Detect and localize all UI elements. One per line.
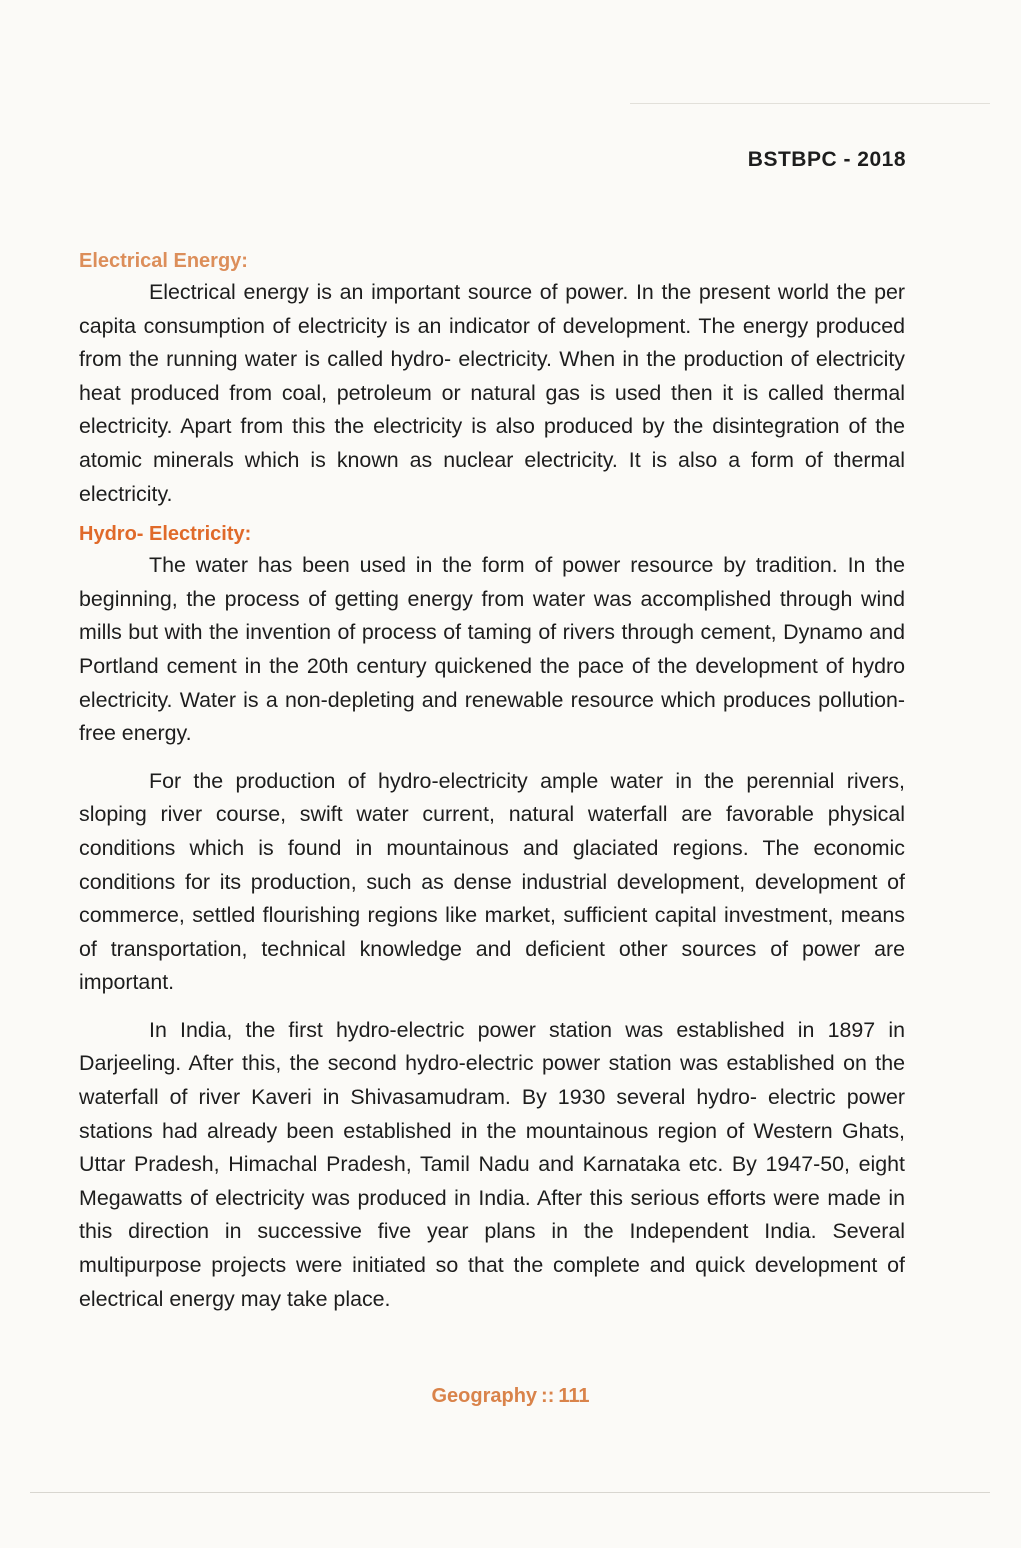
footer-subject: Geography [431, 1385, 538, 1407]
paragraph-hydro-1: The water has been used in the form of power resource by tradition. In the beginning, the process of getting energy from water was accomplished through wind mills but with the invention of process of taming of rivers through cement, Dynamo and Portland cement in the 20th century quickened the pace of the development of hydro electricity. Water is a non-depleting and renewable resource which produces pollution-free energy. [79, 553, 905, 746]
page-number: 111 [558, 1385, 590, 1407]
section-heading-hydro-electricity: Hydro- Electricity: [79, 523, 252, 546]
paragraph-hydro-3: In India, the first hydro-electric power station was established in 1897 in Darjeeling. After this, the second hydro-electric power station was established on the waterfall of river Kaveri in Shivasamudram. By 1930 several hydro- electric power stations had already been established in the mountainous region of Western Ghats, Uttar Pradesh, Himachal Pradesh, Tamil Nadu and Karnataka etc. By 1947-50, eight Megawatts of electricity was produced in India. After this serious efforts were made in this direction in successive five year plans in the Independent India. Several multipurpose projects were initiated so that the complete and quick development of electrical energy may take place. [79, 1017, 905, 1311]
footer-separator: :: [541, 1385, 555, 1407]
page-content [79, 246, 905, 1316]
paragraph-hydro-2: For the production of hydro-electricity ample water in the perennial rivers, sloping river course, swift water current, natural waterfall are favorable physical conditions which is found in mountainous and glaciated regions. The economic conditions for its production, such as dense industrial development, development of commerce, settled flourishing regions like market, sufficient capital investment, means of transportation, technical knowledge and deficient other sources of power are important. [79, 768, 905, 995]
section-heading-electrical-energy: Electrical Energy: [79, 250, 248, 272]
top-rule [630, 103, 990, 104]
paragraph-electrical-energy: Electrical energy is an important source of power. In the present world the per capita consumption of electricity is an indicator of development. The energy produced from the running water is called hydro- electricity. When in the production of electricity heat produced from coal, petroleum or natural gas is used then it is called thermal electricity. Apart from this the electricity is also produced by the disintegration of the atomic minerals which is known as nuclear electricity. It is also a form of thermal electricity. [79, 280, 905, 506]
page-footer [0, 1385, 1021, 1408]
header-code: BSTBPC - 2018 [747, 148, 906, 171]
bottom-rule [30, 1492, 990, 1493]
